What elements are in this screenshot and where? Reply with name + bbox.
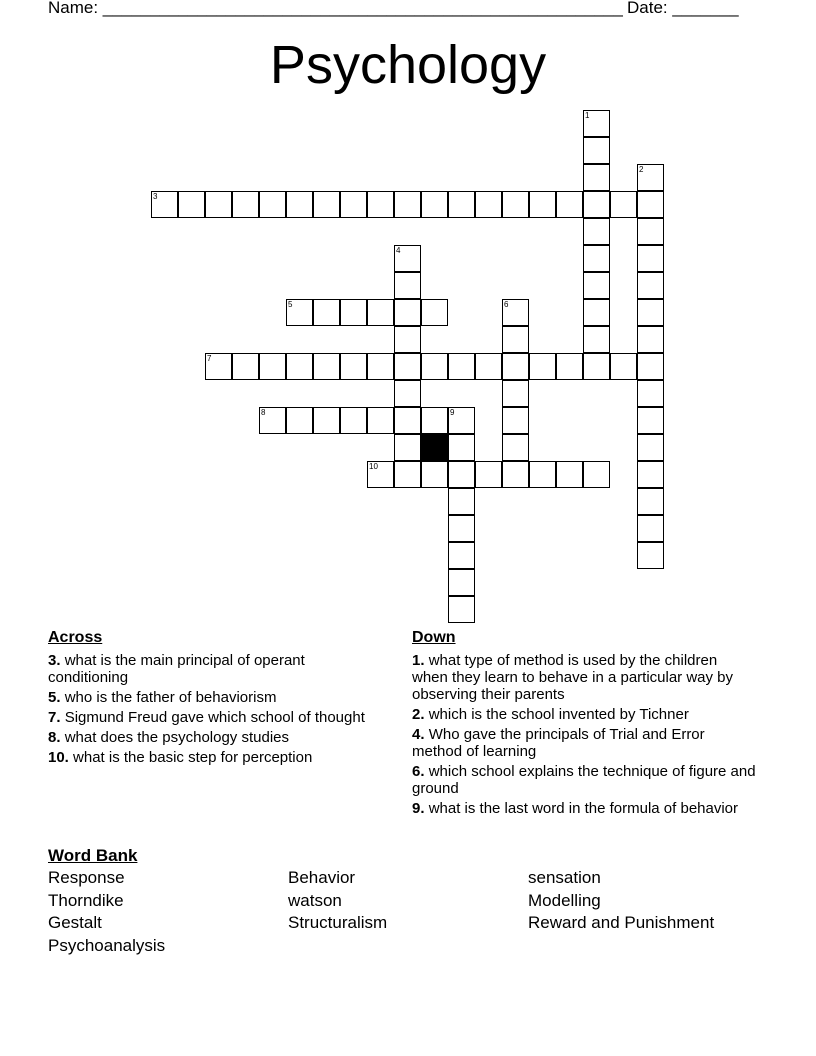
word-bank-item: Psychoanalysis bbox=[48, 936, 166, 955]
crossword-cell[interactable] bbox=[448, 596, 475, 623]
down-clue-list bbox=[412, 652, 757, 820]
crossword-cell[interactable] bbox=[313, 191, 340, 218]
crossword-cell[interactable] bbox=[394, 191, 421, 218]
crossword-cell[interactable] bbox=[637, 164, 664, 191]
down-clue bbox=[412, 800, 757, 817]
clue-number: 1. bbox=[412, 652, 425, 669]
crossword-cell[interactable] bbox=[448, 191, 475, 218]
crossword-cell[interactable] bbox=[583, 461, 610, 488]
crossword-cell[interactable] bbox=[394, 353, 421, 380]
crossword-cell[interactable] bbox=[151, 191, 178, 218]
crossword-cell[interactable] bbox=[313, 299, 340, 326]
crossword-cell[interactable] bbox=[286, 407, 313, 434]
crossword-cell[interactable] bbox=[286, 353, 313, 380]
crossword-cell[interactable] bbox=[583, 164, 610, 191]
crossword-cell[interactable] bbox=[502, 326, 529, 353]
crossword-cell[interactable] bbox=[637, 515, 664, 542]
word-bank-item: Behavior bbox=[288, 868, 356, 887]
word-bank-item: Gestalt bbox=[48, 913, 102, 932]
clue-number: 2. bbox=[412, 706, 425, 723]
crossword-cell[interactable] bbox=[448, 488, 475, 515]
crossword-cell[interactable] bbox=[259, 353, 286, 380]
word-bank-item: Modelling bbox=[528, 891, 601, 910]
clue-text: who is the father of behaviorism bbox=[64, 689, 277, 706]
crossword-cell[interactable] bbox=[394, 461, 421, 488]
crossword-cell[interactable] bbox=[232, 353, 259, 380]
crossword-cell[interactable] bbox=[583, 245, 610, 272]
word-bank-heading: Word Bank bbox=[48, 846, 138, 865]
across-heading: Across bbox=[48, 629, 103, 646]
crossword-cell[interactable] bbox=[367, 299, 394, 326]
crossword-cell[interactable] bbox=[394, 326, 421, 353]
crossword-cell[interactable] bbox=[583, 137, 610, 164]
clue-number-label: 6 bbox=[504, 300, 509, 309]
clue-number: 4. bbox=[412, 726, 425, 743]
clue-number-label: 1 bbox=[585, 111, 590, 120]
crossword-cell[interactable] bbox=[394, 245, 421, 272]
crossword-cell[interactable] bbox=[259, 407, 286, 434]
crossword-cell[interactable] bbox=[556, 353, 583, 380]
crossword-cell[interactable] bbox=[286, 191, 313, 218]
crossword-cell[interactable] bbox=[448, 434, 475, 461]
crossword-cell[interactable] bbox=[367, 191, 394, 218]
word-bank-item: Reward and Punishment bbox=[528, 913, 715, 932]
crossword-cell[interactable] bbox=[313, 353, 340, 380]
crossword-cell[interactable] bbox=[232, 191, 259, 218]
crossword-cell[interactable] bbox=[340, 407, 367, 434]
clue-number: 3. bbox=[48, 652, 61, 669]
crossword-cell[interactable] bbox=[340, 299, 367, 326]
down-heading: Down bbox=[412, 629, 456, 646]
clue-text: what does the psychology studies bbox=[64, 729, 289, 746]
clue-text: what is the last word in the formula of behavior bbox=[428, 800, 739, 817]
page-title: Psychology bbox=[269, 35, 547, 95]
crossword-cell[interactable] bbox=[448, 407, 475, 434]
crossword-cell[interactable] bbox=[448, 569, 475, 596]
down-clue bbox=[412, 652, 757, 703]
crossword-cell[interactable] bbox=[529, 461, 556, 488]
clue-text: what type of method is used by the children when they learn to behave in a particular way by observing their parents bbox=[412, 652, 734, 703]
clue-number-label: 5 bbox=[288, 300, 293, 309]
crossword-cell[interactable] bbox=[583, 353, 610, 380]
crossword-cell[interactable] bbox=[556, 191, 583, 218]
crossword-cell[interactable] bbox=[367, 353, 394, 380]
clue-number: 10. bbox=[48, 749, 69, 766]
clue-number-label: 4 bbox=[396, 246, 401, 255]
crossword-cell[interactable] bbox=[313, 407, 340, 434]
crossword-cell[interactable] bbox=[637, 488, 664, 515]
crossword-cell[interactable] bbox=[583, 272, 610, 299]
crossword-cell[interactable] bbox=[448, 461, 475, 488]
crossword-cell[interactable] bbox=[637, 218, 664, 245]
crossword-cell[interactable] bbox=[637, 191, 664, 218]
crossword-cell[interactable] bbox=[637, 299, 664, 326]
crossword-cell[interactable] bbox=[529, 191, 556, 218]
clue-number-label: 10 bbox=[369, 462, 378, 471]
clue-text: what is the main principal of operant conditioning bbox=[48, 652, 305, 686]
across-clue bbox=[48, 709, 368, 726]
word-bank-item: Thorndike bbox=[48, 891, 124, 910]
crossword-cell[interactable] bbox=[637, 407, 664, 434]
clue-number-label: 7 bbox=[207, 354, 212, 363]
crossword-cell[interactable] bbox=[448, 542, 475, 569]
crossword-cell[interactable] bbox=[583, 218, 610, 245]
crossword-cell[interactable] bbox=[502, 353, 529, 380]
crossword-cell[interactable] bbox=[637, 272, 664, 299]
crossword-cell[interactable] bbox=[583, 299, 610, 326]
down-clue bbox=[412, 726, 757, 760]
crossword-cell[interactable] bbox=[583, 191, 610, 218]
crossword-cell[interactable] bbox=[610, 191, 637, 218]
across-clue bbox=[48, 689, 368, 706]
crossword-cell[interactable] bbox=[475, 461, 502, 488]
date-field-label: Date: _______ bbox=[627, 0, 739, 17]
crossword-cell[interactable] bbox=[394, 434, 421, 461]
across-clue bbox=[48, 652, 368, 686]
crossword-cell[interactable] bbox=[637, 542, 664, 569]
down-clue bbox=[412, 706, 757, 723]
crossword-cell[interactable] bbox=[286, 299, 313, 326]
crossword-cell[interactable] bbox=[340, 353, 367, 380]
crossword-cell[interactable] bbox=[637, 245, 664, 272]
crossword-cell[interactable] bbox=[394, 407, 421, 434]
clue-number-label: 9 bbox=[450, 408, 455, 417]
clue-text: Who gave the principals of Trial and Error method of learning bbox=[412, 726, 705, 760]
crossword-cell[interactable] bbox=[394, 380, 421, 407]
crossword-cell[interactable] bbox=[259, 191, 286, 218]
crossword-cell[interactable] bbox=[394, 272, 421, 299]
crossword-cell[interactable] bbox=[502, 434, 529, 461]
crossword-cell[interactable] bbox=[421, 461, 448, 488]
crossword-cell[interactable] bbox=[583, 326, 610, 353]
name-field-label: Name: _______________________________________________________ bbox=[48, 0, 623, 17]
crossword-cell[interactable] bbox=[448, 515, 475, 542]
crossword-cell[interactable] bbox=[502, 380, 529, 407]
word-bank-item: Structuralism bbox=[288, 913, 388, 932]
clue-number-label: 3 bbox=[153, 192, 158, 201]
crossword-cell[interactable] bbox=[178, 191, 205, 218]
crossword-cell[interactable] bbox=[529, 353, 556, 380]
crossword-cell[interactable] bbox=[205, 353, 232, 380]
crossword-cell[interactable] bbox=[340, 191, 367, 218]
crossword-cell[interactable] bbox=[475, 191, 502, 218]
crossword-cell[interactable] bbox=[610, 353, 637, 380]
crossword-cell[interactable] bbox=[421, 299, 448, 326]
clue-text: which school explains the technique of figure and ground bbox=[412, 763, 756, 797]
clue-number: 7. bbox=[48, 709, 61, 726]
crossword-cell[interactable] bbox=[637, 461, 664, 488]
crossword-cell[interactable] bbox=[556, 461, 583, 488]
crossword-cell[interactable] bbox=[502, 299, 529, 326]
clue-number-label: 8 bbox=[261, 408, 266, 417]
crossword-cell[interactable] bbox=[502, 461, 529, 488]
clue-number: 9. bbox=[412, 800, 425, 817]
crossword-cell[interactable] bbox=[205, 191, 232, 218]
clue-text: which is the school invented by Tichner bbox=[428, 706, 689, 723]
clue-number: 6. bbox=[412, 763, 425, 780]
word-bank-item: watson bbox=[288, 891, 342, 910]
crossword-cell[interactable] bbox=[421, 407, 448, 434]
crossword-cell[interactable] bbox=[421, 191, 448, 218]
crossword-cell[interactable] bbox=[583, 110, 610, 137]
clue-text: Sigmund Freud gave which school of thought bbox=[64, 709, 365, 726]
crossword-cell[interactable] bbox=[394, 299, 421, 326]
word-bank-item: sensation bbox=[528, 868, 601, 887]
crossword-black-cell bbox=[421, 434, 448, 461]
crossword-cell[interactable] bbox=[502, 191, 529, 218]
crossword-cell[interactable] bbox=[637, 380, 664, 407]
crossword-cell[interactable] bbox=[637, 326, 664, 353]
across-clue-list bbox=[48, 652, 368, 769]
clue-number-label: 2 bbox=[639, 165, 644, 174]
crossword-cell[interactable] bbox=[637, 353, 664, 380]
down-clue bbox=[412, 763, 757, 797]
crossword-cell[interactable] bbox=[367, 407, 394, 434]
clue-text: what is the basic step for perception bbox=[73, 749, 313, 766]
across-clue bbox=[48, 729, 368, 746]
clue-number: 5. bbox=[48, 689, 61, 706]
across-clue bbox=[48, 749, 368, 766]
crossword-cell[interactable] bbox=[448, 353, 475, 380]
crossword-cell[interactable] bbox=[421, 353, 448, 380]
crossword-cell[interactable] bbox=[637, 434, 664, 461]
word-bank-item: Response bbox=[48, 868, 125, 887]
crossword-cell[interactable] bbox=[475, 353, 502, 380]
crossword-cell[interactable] bbox=[502, 407, 529, 434]
crossword-cell[interactable] bbox=[367, 461, 394, 488]
clue-number: 8. bbox=[48, 729, 61, 746]
